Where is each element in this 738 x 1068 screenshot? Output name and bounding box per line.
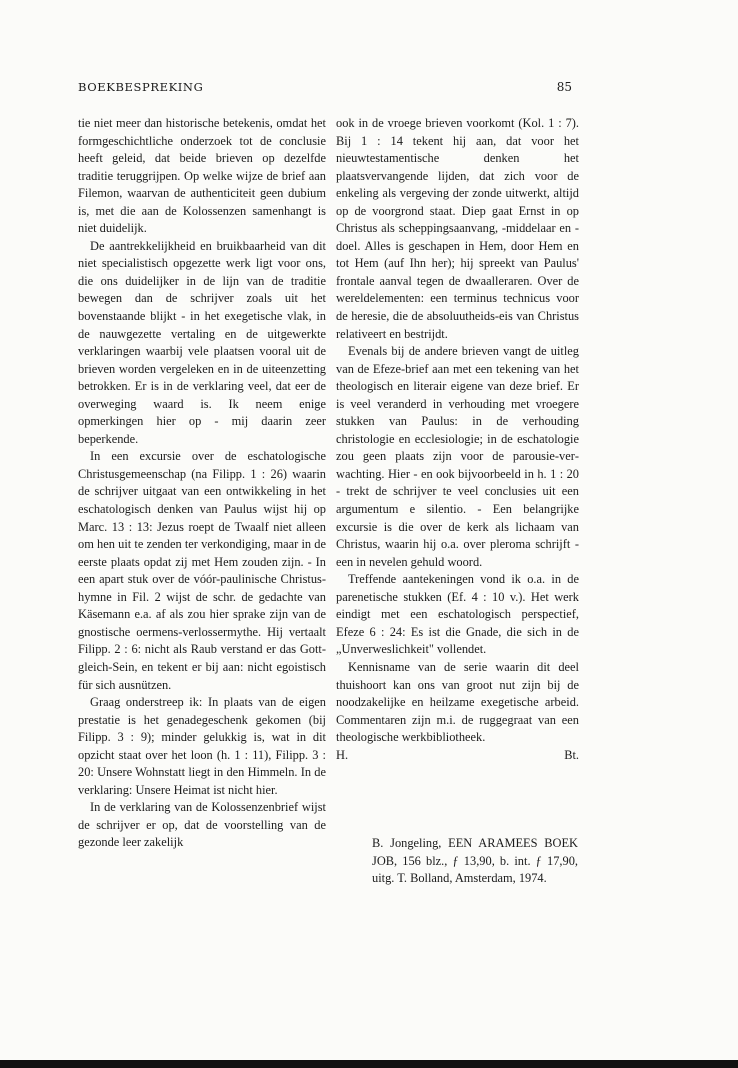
paragraph: De aantrekkelijkheid en bruikbaarheid van dit niet specialistisch opgezette werk ligt voor ons, die ons duidelijker in de lijn van de traditie bewegen dan de schrijver zoals uit het bovenstaande blijkt - in het exegetische vlak, in de nauwgezette vertaling en de uitgewerkte verklaringen waarbij vele plaatsen vooral uit de brieven worden vergeleken en in de uiteenzetting betrokken. Er is in de verklaring veel, dat eer de overweging waard is. Ik neem enige opmerkingen hier op - mij daarin zeer beperkende.: [78, 238, 326, 446]
scan-bottom-edge: [0, 1060, 738, 1068]
reviewer-signoff: [336, 747, 579, 765]
page-header: [78, 80, 572, 98]
paragraph: Evenals bij de andere brieven vangt de uitleg van de Efeze-brief aan met een tekening van het theologisch en literair eigene van deze brief. Er is veel veranderd in verhouding met vroegere stukken van Paulus: in de verhouding christologie en ecclesiologie; in de eschatologie zou geen plaats zijn voor de parousie-verwachting. Hier - en ook bijvoorbeeld in h. 1 : 20 - trekt de schrijver te veel conclusies uit een argumentum e silentio. - Een belangrijke excursie is die over de kerk als lichaam van Christus, waarin hij o.a. over pleroma schrijft - een in nevelen gehuld woord.: [336, 344, 579, 569]
left-text-column: [78, 115, 326, 852]
paragraph: Kennisname van de serie waarin dit deel thuishoort kan ons van groot nut zijn bij de noodzakelijke en heilzame exegetische arbeid. Commentaren zijn m.i. de ruggegraat van een theologische werkbibliotheek.: [336, 659, 579, 745]
paragraph: In een excursie over de eschatologische Christusgemeenschap (na Filipp. 1 : 26) waarin de schrijver uitgaat van een ontwikkeling in het eschatologisch denken van Paulus wijst hij op Marc. 13 : 13: Jezus roept de Twaalf niet alleen om hen uit te zenden ter verkondiging, maar in de eerste plaats opdat zij met Hem zouden zijn. - In een apart stuk over de vóór-paulinische Christus-hymne in Fil. 2 wijst de schr. de gedachte van Käsemann e.a. af als zou hier sprake zijn van de gnostische oermens-verlossermythe. Hij vertaalt Filipp. 2 : 6: nicht als Raub verstand er das Gott-gleich-Sein, en tekent er bij aan: nicht egoistisch für sich ausnützen.: [78, 449, 326, 692]
signoff-initial: H.: [336, 747, 349, 762]
page-number: 85: [556, 80, 572, 94]
right-text-column: [336, 115, 579, 764]
paragraph: Treffende aantekeningen vond ik o.a. in de parenetische stukken (Ef. 4 : 10 v.). Het werk eindigt met een eschatologisch perspectief, Efeze 6 : 24: Es ist die Gnade, die sich in de „Unverweslichkeit" vollendet.: [336, 572, 579, 657]
signoff-reviewer: Bt.: [564, 747, 579, 762]
paragraph: ook in de vroege brieven voorkomt (Kol. 1 : 7). Bij 1 : 14 tekent hij aan, dat voor het nieuwtestamentische denken het plaatsvervangende lijden, dat zich voor de enkeling als vergeving der zonde uitwerkt, altijd op de voorgrond staat. Diep gaat Ernst in op Christus als scheppingsaanvang, -middelaar en -doel. Alles is geschapen in Hem, door Hem en tot Hem (auf Ihn her); hij spreekt van Paulus' frontale aanval tegen de dwaalleraren. Over de wereldelementen: een terminus technicus voor de heresie, die de absoluutheids-eis van Christus relativeert en bestrijdt.: [336, 116, 579, 341]
paragraph: In de verklaring van de Kolossenzenbrief wijst de schrijver er op, dat de voorstelling van de gezonde leer zakelijk: [78, 800, 326, 850]
review-book-reference: B. Jongeling, EEN ARAMEES BOEK JOB, 156 blz., ƒ 13,90, b. int. ƒ 17,90, uitg. T. Bolland, Amsterdam, 1974.: [372, 836, 578, 886]
paragraph: Graag onderstreep ik: In plaats van de eigen prestatie is het genadegeschenk gekomen (bij Filipp. 3 : 9); minder gelukkig is, wat in dit opzicht staat over het loon (h. 1 : 11), Filipp. 3 : 20: Unsere Wohnstatt liegt in den Himmeln. In de verklaring: Unsere Heimat ist nicht hier.: [78, 695, 326, 797]
running-head: BOEKBESPREKING: [78, 80, 204, 94]
paragraph: tie niet meer dan historische betekenis, omdat het formgeschichtliche onderzoek tot de conclusie heeft geleid, dat beide brieven op dezelfde traditie teruggrijpen. Op welke wijze de brief aan Filemon, waarvan de authenticiteit geen dubium is, met die aan de Kolossenzen samenhangt is niet duidelijk.: [78, 116, 326, 236]
